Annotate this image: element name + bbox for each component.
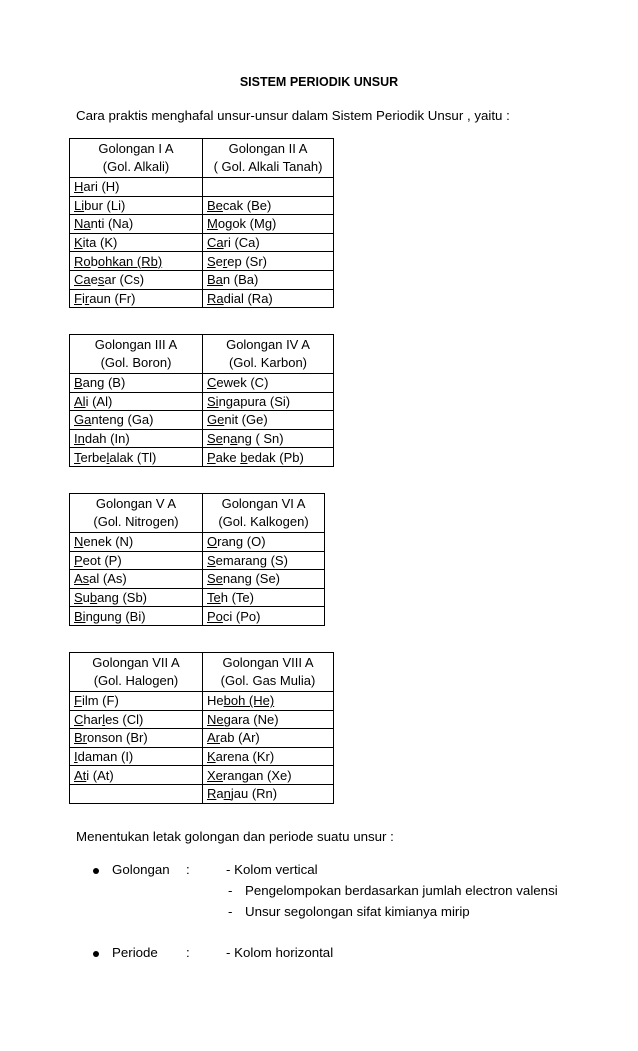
element-mnemonic-cell: Ranjau (Rn) <box>203 784 334 803</box>
table-row <box>70 607 325 626</box>
element-mnemonic-cell: Radial (Ra) <box>203 289 334 308</box>
golongan-def-1: - Kolom vertical <box>226 862 318 877</box>
element-mnemonic-cell: Terbelalak (Tl) <box>70 448 203 467</box>
table-row <box>70 289 334 308</box>
element-mnemonic-cell: Ati (At) <box>70 766 203 785</box>
element-mnemonic-cell: Firaun (Fr) <box>70 289 203 308</box>
table-row <box>70 588 325 607</box>
table-row <box>70 411 334 430</box>
table-row <box>70 570 325 589</box>
element-mnemonic-cell: Teh (Te) <box>203 588 325 607</box>
golongan-table-2 <box>69 334 334 467</box>
table-row <box>70 196 334 215</box>
periode-def: - Kolom horizontal <box>226 945 334 960</box>
element-mnemonic-cell: Indah (In) <box>70 429 203 448</box>
element-mnemonic-cell: Bang (B) <box>70 374 203 393</box>
column-header: Golongan II A ( Gol. Alkali Tanah) <box>203 139 334 178</box>
table-row <box>70 747 334 766</box>
table-header-row <box>70 335 334 374</box>
element-mnemonic-cell: Hari (H) <box>70 178 203 197</box>
table-row <box>70 429 334 448</box>
element-mnemonic-cell <box>203 178 334 197</box>
element-mnemonic-cell: Arab (Ar) <box>203 729 334 748</box>
table-header-row <box>70 494 325 533</box>
element-mnemonic-cell: Ali (Al) <box>70 392 203 411</box>
element-mnemonic-cell: Serep (Sr) <box>203 252 334 271</box>
element-mnemonic-cell: Bronson (Br) <box>70 729 203 748</box>
table-row <box>70 551 325 570</box>
periode-label: Periode <box>112 945 158 960</box>
element-mnemonic-cell: Singapura (Si) <box>203 392 334 411</box>
element-mnemonic-cell: Negara (Ne) <box>203 710 334 729</box>
golongan-def-3: Unsur segolongan sifat kimianya mirip <box>245 904 470 919</box>
element-mnemonic-cell: Idaman (I) <box>70 747 203 766</box>
golongan-table-1 <box>69 138 334 308</box>
column-header: Golongan V A (Gol. Nitrogen) <box>70 494 203 533</box>
element-mnemonic-cell: Semarang (S) <box>203 551 325 570</box>
element-mnemonic-cell: Becak (Be) <box>203 196 334 215</box>
table-row <box>70 692 334 711</box>
golongan-table-4 <box>69 652 334 804</box>
element-mnemonic-cell: Robohkan (Rb) <box>70 252 203 271</box>
table-row <box>70 178 334 197</box>
element-mnemonic-cell: Senang (Se) <box>203 570 325 589</box>
colon: : <box>186 945 190 960</box>
element-mnemonic-cell: Nenek (N) <box>70 533 203 552</box>
golongan-table-3 <box>69 493 325 626</box>
element-mnemonic-cell: Mogok (Mg) <box>203 215 334 234</box>
element-mnemonic-cell: Ban (Ba) <box>203 270 334 289</box>
column-header: Golongan VIII A (Gol. Gas Mulia) <box>203 653 334 692</box>
element-mnemonic-cell: Nanti (Na) <box>70 215 203 234</box>
column-header: Golongan VI A (Gol. Kalkogen) <box>203 494 325 533</box>
table-row <box>70 252 334 271</box>
column-header: Golongan IV A (Gol. Karbon) <box>203 335 334 374</box>
element-mnemonic-cell: Subang (Sb) <box>70 588 203 607</box>
table-row <box>70 270 334 289</box>
element-mnemonic-cell: Poci (Po) <box>203 607 325 626</box>
table-row <box>70 215 334 234</box>
element-mnemonic-cell: Orang (O) <box>203 533 325 552</box>
element-mnemonic-cell: Film (F) <box>70 692 203 711</box>
element-mnemonic-cell: Asal (As) <box>70 570 203 589</box>
table-header-row <box>70 139 334 178</box>
element-mnemonic-cell: Cewek (C) <box>203 374 334 393</box>
table-header-row <box>70 653 334 692</box>
table-row <box>70 766 334 785</box>
golongan-label: Golongan <box>112 862 170 877</box>
element-mnemonic-cell: Genit (Ge) <box>203 411 334 430</box>
element-mnemonic-cell: Charles (Cl) <box>70 710 203 729</box>
element-mnemonic-cell: Cari (Ca) <box>203 233 334 252</box>
column-header: Golongan VII A (Gol. Halogen) <box>70 653 203 692</box>
element-mnemonic-cell: Bingung (Bi) <box>70 607 203 626</box>
golongan-def-2: Pengelompokan berdasarkan jumlah electron valensi <box>245 883 558 898</box>
bullet-icon <box>93 951 99 957</box>
table-row <box>70 533 325 552</box>
section-heading: Menentukan letak golongan dan periode suatu unsur : <box>76 829 394 844</box>
element-mnemonic-cell: Peot (P) <box>70 551 203 570</box>
element-mnemonic-cell: Karena (Kr) <box>203 747 334 766</box>
column-header: Golongan III A (Gol. Boron) <box>70 335 203 374</box>
table-row <box>70 710 334 729</box>
element-mnemonic-cell: Senang ( Sn) <box>203 429 334 448</box>
bullet-icon <box>93 868 99 874</box>
column-header: Golongan I A (Gol. Alkali) <box>70 139 203 178</box>
page-title: SISTEM PERIODIK UNSUR <box>239 75 399 89</box>
intro-text: Cara praktis menghafal unsur-unsur dalam Sistem Periodik Unsur , yaitu : <box>76 108 510 123</box>
table-row <box>70 729 334 748</box>
element-mnemonic-cell: Caesar (Cs) <box>70 270 203 289</box>
table-row <box>70 233 334 252</box>
table-row <box>70 784 334 803</box>
dash: - <box>228 904 233 919</box>
element-mnemonic-cell <box>70 784 203 803</box>
element-mnemonic-cell: Ganteng (Ga) <box>70 411 203 430</box>
table-row <box>70 392 334 411</box>
table-row <box>70 448 334 467</box>
element-mnemonic-cell: Xerangan (Xe) <box>203 766 334 785</box>
dash: - <box>228 883 233 898</box>
element-mnemonic-cell: Kita (K) <box>70 233 203 252</box>
element-mnemonic-cell: Libur (Li) <box>70 196 203 215</box>
colon: : <box>186 862 190 877</box>
table-row <box>70 374 334 393</box>
element-mnemonic-cell: Heboh (He) <box>203 692 334 711</box>
element-mnemonic-cell: Pake bedak (Pb) <box>203 448 334 467</box>
